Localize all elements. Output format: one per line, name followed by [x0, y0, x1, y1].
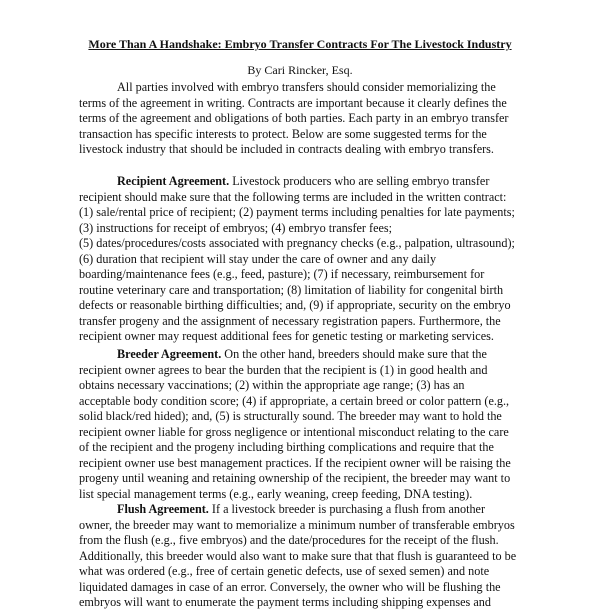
text-line: recipient should make sure that the following terms are included in the written contract: [79, 189, 507, 204]
text-line: recipient owner may request additional fees for genetic testing or marketing services. [79, 329, 494, 344]
text-line: what was ordered (e.g., free of certain genetic defects, use of sexed semen) and note [79, 564, 490, 579]
text-line: Additionally, this breeder would also want to make sure that that flush is guaranteed to be [79, 548, 517, 563]
text-line: liquidated damages in case of an error. Conversely, the owner who will be flushing the [79, 579, 501, 594]
text-line: of the recipient and the progeny including birthing complications and require that the [79, 440, 494, 455]
text-line: from the flush (e.g., five embryos) and the date/procedures for the receipt of the flush. [79, 533, 499, 548]
section-heading-breeder-agreement: Breeder Agreement. [117, 347, 222, 361]
text-line: obtains necessary vaccinations; (2) within the appropriate age range; (3) has an [79, 378, 465, 393]
text-line: boarding/maintenance fees (e.g., feed, pasture); (7) if necessary, reimbursement for [79, 267, 485, 282]
text-line: transaction has specific interests to protect. Below are some suggested terms for the [79, 126, 487, 141]
paragraph-recipient-agreement [79, 174, 529, 345]
text-line: (5) dates/procedures/costs associated with pregnancy checks (e.g., palpation, ultrasound); [79, 236, 515, 251]
text-line: defects or reasonable birthing difficulties; and, (9) if appropriate, security on the embryo [79, 298, 511, 313]
text-fragment: If a livestock breeder is purchasing a flush from another [208, 502, 486, 516]
text-line: progeny until weaning and retaining ownership of the recipient, the breeder may want to [79, 471, 511, 486]
text-line: owner, the breeder may want to memorialize a minimum number of transferable embryos [79, 517, 515, 532]
text-line: routine veterinary care and transportation; (8) limitation of liability for congenital birth [79, 282, 504, 297]
paragraph-breeder-agreement [79, 347, 529, 502]
text-line: (1) sale/rental price of recipient; (2) payment terms including penalties for late payments; [79, 205, 515, 220]
text-line [79, 347, 529, 363]
text-line: (3) instructions for receipt of embryos; (4) embryo transfer fees; [79, 220, 393, 235]
section-heading-recipient-agreement: Recipient Agreement. [117, 174, 230, 188]
document-title: More Than A Handshake: Embryo Transfer Contracts For The Livestock Industry [88, 37, 512, 51]
text-line: recipient owner liable for gross negligence or intentional misconduct relating to the care [79, 424, 509, 439]
text-line: livestock industry that should be included in contracts dealing with embryo transfers. [79, 142, 494, 157]
text-line [79, 174, 529, 190]
text-line: acceptable body condition score; (4) if appropriate, a certain breed or color pattern (e.g., [79, 393, 510, 408]
text-fragment: On the other hand, breeders should make sure that the [221, 347, 487, 361]
text-fragment: Livestock producers who are selling embryo transfer [229, 174, 490, 188]
paragraph-flush-agreement [79, 502, 529, 611]
text-line [79, 502, 529, 518]
text-line: transfer progeny and the assignment of necessary registration papers. Furthermore, the [79, 313, 501, 328]
text-line: list special management terms (e.g., early weaning, creep feeding, DNA testing). [79, 486, 473, 501]
text-line: embryos will want to enumerate the payment terms including shipping expenses and [79, 595, 491, 610]
text-line: (6) duration that recipient will stay under the care of owner and any daily [79, 251, 437, 266]
text-line: recipient owner agrees to bear the burden that the recipient is (1) in good health and [79, 362, 488, 377]
document-author: By Cari Rincker, Esq. [247, 63, 353, 77]
text-line: All parties involved with embryo transfers should consider memorializing the [117, 80, 496, 94]
text-line: recipient owner use best management practices. If the recipient owner will be raising the [79, 455, 511, 470]
section-heading-flush-agreement: Flush Agreement. [117, 502, 209, 516]
text-line: terms of the agreement and obligations of both parties. Each party in an embryo transfer [79, 111, 509, 126]
text-line: solid black/red hided); and, (5) is structurally sound. The breeder may want to hold the [79, 409, 502, 424]
text-line: terms of the agreement in writing. Contracts are important because it clearly defines the [79, 95, 507, 110]
paragraph-introduction [79, 80, 529, 158]
